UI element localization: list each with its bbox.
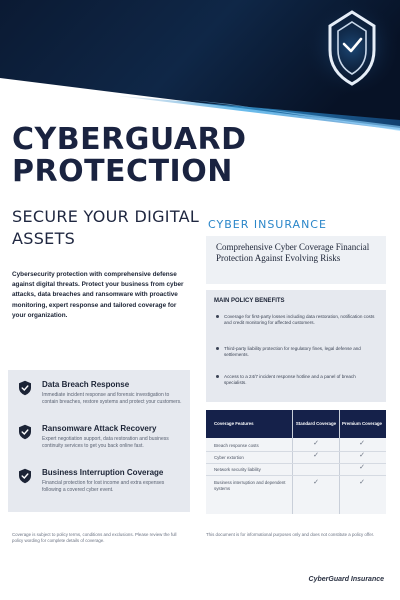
benefit-text: Access to a 24/7 incident response hotline and a panel of breach specialists. xyxy=(224,374,356,386)
benefit-item xyxy=(216,314,378,327)
benefit-item xyxy=(216,374,378,387)
table-row xyxy=(206,476,386,506)
benefits-title: MAIN POLICY BENEFITS xyxy=(214,298,285,304)
table-header xyxy=(206,410,386,438)
benefit-text: Coverage for first-party losses including data restoration, notification costs and credit monitoring for affected customers. xyxy=(224,314,375,326)
section-heading: CYBER INSURANCE xyxy=(208,218,327,231)
check-icon: ✓ xyxy=(359,479,365,486)
bullet-icon xyxy=(216,347,219,350)
table-cell: Business interruption and dependent systems xyxy=(214,480,286,491)
feature-title: Ransomware Attack Recovery xyxy=(42,424,157,433)
benefit-text: Third-party liability protection for regulatory fines, legal defense and settlements. xyxy=(224,346,361,358)
benefit-item xyxy=(216,346,378,359)
bullet-icon xyxy=(216,315,219,318)
page-title-line-1: CYBERGUARD xyxy=(12,122,247,157)
feature-title: Data Breach Response xyxy=(42,380,130,389)
feature-item xyxy=(14,378,186,416)
benefits-panel xyxy=(206,290,386,402)
check-icon: ✓ xyxy=(359,464,365,471)
shield-icon xyxy=(18,380,32,396)
table-row xyxy=(206,452,386,464)
table-header-cell: Premium Coverage xyxy=(341,421,383,426)
check-icon: ✓ xyxy=(359,440,365,447)
feature-item xyxy=(14,466,186,504)
tagline: SECURE YOUR DIGITAL ASSETS xyxy=(12,207,200,248)
footer-brand: CyberGuard Insurance xyxy=(308,576,384,583)
table-row xyxy=(206,464,386,476)
feature-description: Expert negotiation support, data restoration and business continuity services to get you back online fast. xyxy=(42,436,169,449)
coverage-comparison-table xyxy=(206,410,386,514)
table-header-cell: Standard Coverage xyxy=(295,421,337,426)
feature-item xyxy=(14,422,186,460)
check-icon: ✓ xyxy=(313,479,319,486)
feature-description: Immediate incident response and forensic investigation to contain breaches, restore systems and protect your customers. xyxy=(42,392,182,405)
page-title-line-2: PROTECTION xyxy=(12,154,233,189)
check-icon: ✓ xyxy=(313,440,319,447)
intro-paragraph: Cybersecurity protection with comprehensive defense against digital threats. Protect your business from cyber attacks, data breaches and ransomware with proactive monitoring, expert response and tailored coverage for your organization. xyxy=(12,271,184,319)
table-header-cell: Coverage Features xyxy=(214,421,254,426)
shield-icon xyxy=(18,468,32,484)
feature-title: Business Interruption Coverage xyxy=(42,468,164,477)
feature-description: Financial protection for lost income and extra expenses following a covered cyber event. xyxy=(42,480,165,493)
shield-icon xyxy=(18,424,32,440)
headline-box xyxy=(206,236,386,284)
bullet-icon xyxy=(216,375,219,378)
footer-disclaimer-right: This document is for informational purposes only and does not constitute a policy offer. xyxy=(206,532,375,537)
page-title xyxy=(12,124,272,188)
footer-disclaimer-left: Coverage is subject to policy terms, conditions and exclusions. Please review the full policy wording for complete details of coverage. xyxy=(12,532,177,544)
table-cell: Breach response costs xyxy=(214,443,259,448)
table-cell: Cyber extortion xyxy=(214,455,244,460)
table-row xyxy=(206,440,386,452)
features-panel xyxy=(8,370,190,512)
check-icon: ✓ xyxy=(313,452,319,459)
table-cell: Network security liability xyxy=(214,467,261,472)
check-icon: ✓ xyxy=(359,452,365,459)
headline-text: Comprehensive Cyber Coverage Financial Protection Against Evolving Risks xyxy=(216,242,370,263)
